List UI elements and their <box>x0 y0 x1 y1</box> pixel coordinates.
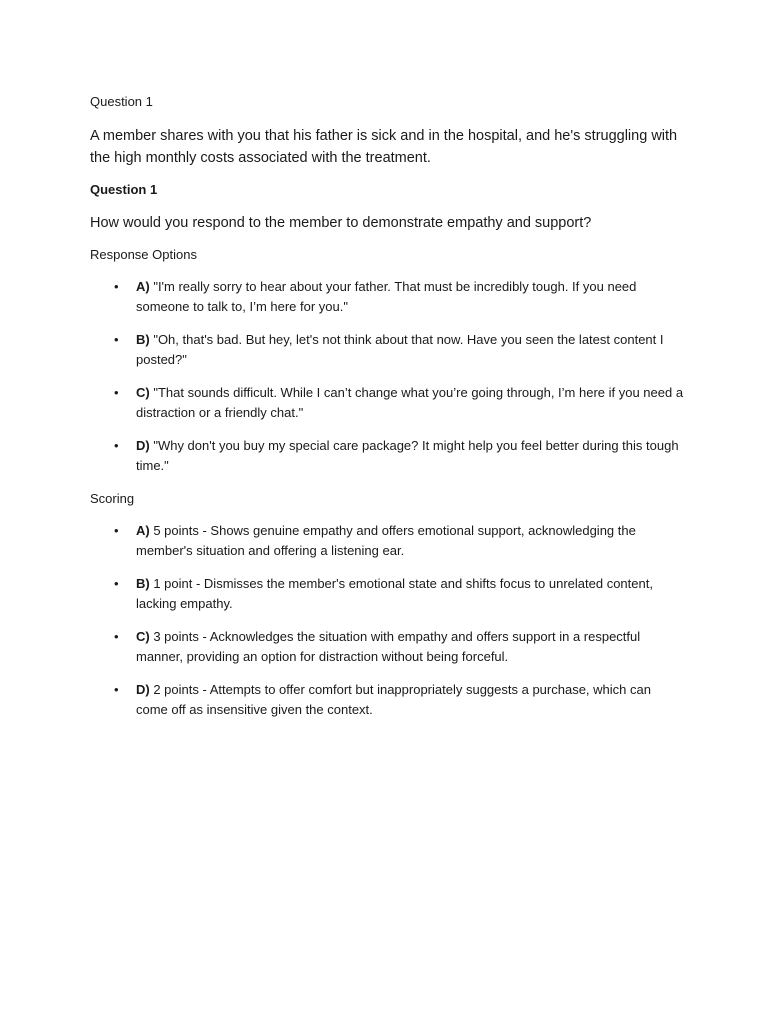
response-option <box>90 436 686 476</box>
response-options-list <box>90 277 690 476</box>
bullet-icon: • <box>114 332 119 347</box>
scoring-letter: D) <box>136 682 150 697</box>
scoring-text: 3 points - Acknowledges the situation with empathy and offers support in a respectful manner, providing an option for distraction without being forceful. <box>136 629 641 664</box>
option-letter: B) <box>136 332 150 347</box>
question-heading: Question 1 <box>90 94 153 109</box>
bullet-icon: • <box>114 438 119 453</box>
option-text: "Oh, that's bad. But hey, let's not think about that now. Have you seen the latest content I posted?" <box>136 332 664 367</box>
option-text: "Why don't you buy my special care package? It might help you feel better during this tough time." <box>136 438 679 473</box>
bullet-icon: • <box>114 385 119 400</box>
scoring-letter: C) <box>136 629 150 644</box>
scoring-item <box>90 521 686 561</box>
option-letter: A) <box>136 279 150 294</box>
document-content <box>90 92 690 733</box>
scoring-label: Scoring <box>90 491 135 506</box>
response-options-label: Response Options <box>90 247 197 262</box>
bullet-icon: • <box>114 576 119 591</box>
scoring-item <box>90 627 686 667</box>
scenario-prompt: A member shares with you that his father is sick and in the hospital, and he's struggling with the high monthly costs associated with the treatment. <box>90 128 678 166</box>
scoring-letter: B) <box>136 576 150 591</box>
question-heading-bold: Question 1 <box>90 182 158 197</box>
scoring-letter: A) <box>136 523 150 538</box>
option-letter: D) <box>136 438 150 453</box>
scoring-text: 1 point - Dismisses the member's emotional state and shifts focus to unrelated content, lacking empathy. <box>136 576 653 611</box>
option-text: "That sounds difficult. While I can’t change what you’re going through, I’m here if you need a distraction or a friendly chat." <box>136 385 684 420</box>
response-option <box>90 277 686 317</box>
bullet-icon: • <box>114 682 119 697</box>
scoring-text: 2 points - Attempts to offer comfort but inappropriately suggests a purchase, which can come off as insensitive given the context. <box>136 682 651 717</box>
scoring-text: 5 points - Shows genuine empathy and offers emotional support, acknowledging the member's situation and offering a listening ear. <box>136 523 636 558</box>
bullet-icon: • <box>114 279 119 294</box>
option-text: "I'm really sorry to hear about your father. That must be incredibly tough. If you need someone to talk to, I’m here for you." <box>136 279 637 314</box>
response-option <box>90 330 686 370</box>
question-text: How would you respond to the member to demonstrate empathy and support? <box>90 215 592 231</box>
option-letter: C) <box>136 385 150 400</box>
scoring-item <box>90 680 686 720</box>
scoring-item <box>90 574 686 614</box>
response-option <box>90 383 686 423</box>
bullet-icon: • <box>114 629 119 644</box>
scoring-list <box>90 521 690 720</box>
bullet-icon: • <box>114 523 119 538</box>
